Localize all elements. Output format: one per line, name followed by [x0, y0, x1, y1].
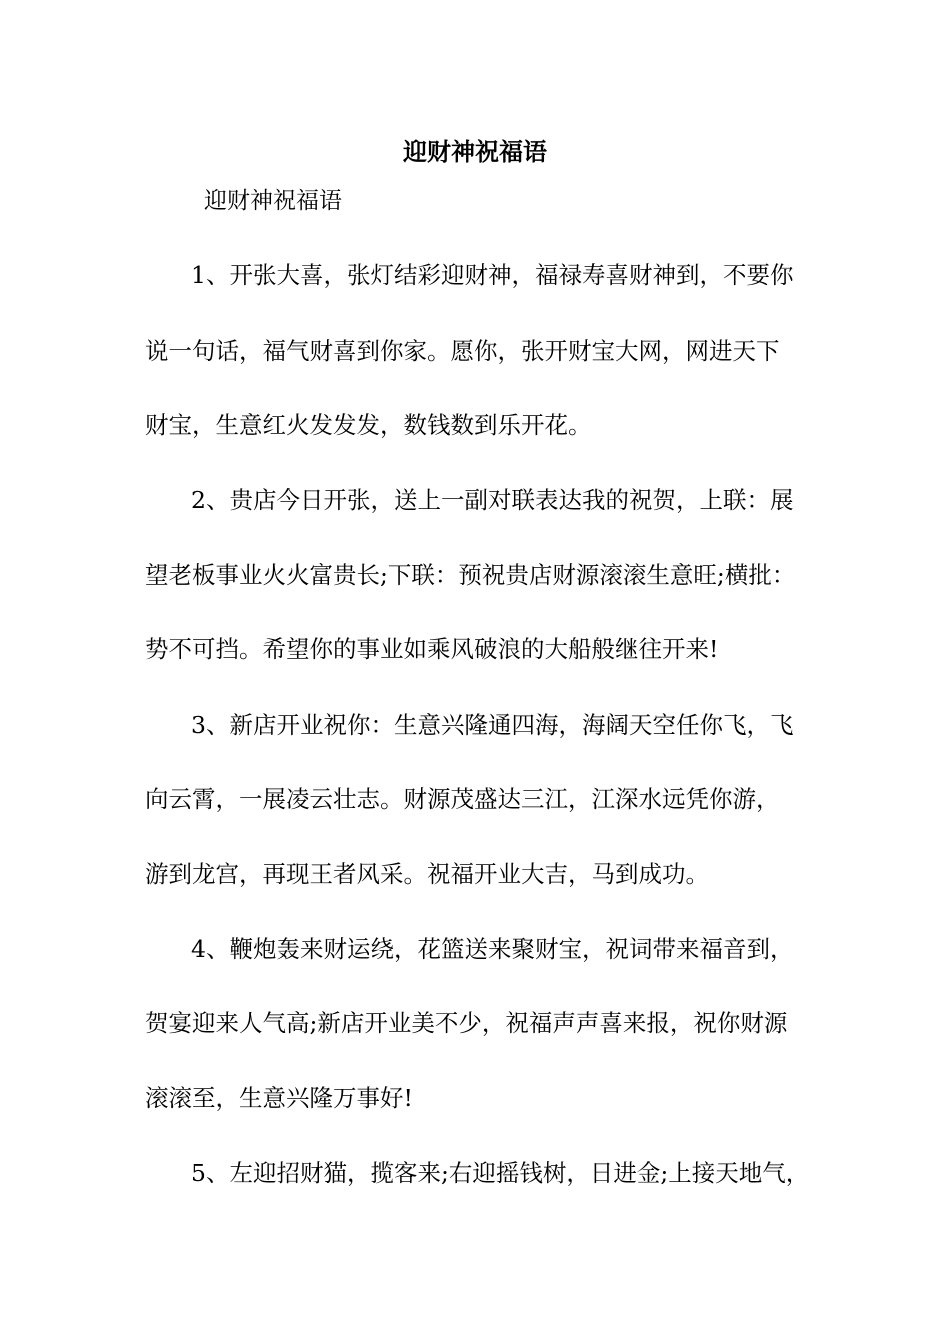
paragraph-line: 贺宴迎来人气高;新店开业美不少，祝福声声喜来报，祝你财源 [145, 1009, 788, 1037]
paragraph-line: 游到龙宫，再现王者风采。祝福开业大吉，马到成功。 [145, 860, 709, 888]
document-title: 迎财神祝福语 [403, 137, 547, 166]
paragraph-line: 财宝，生意红火发发发，数钱数到乐开花。 [145, 411, 592, 439]
paragraph-line: 2、贵店今日开张，送上一副对联表达我的祝贺，上联：展 [191, 486, 794, 514]
paragraph-line: 望老板事业火火富贵长;下联：预祝贵店财源滚滚生意旺;横批： [145, 561, 796, 589]
paragraph-line: 向云霄，一展凌云壮志。财源茂盛达三江，江深水远凭你游， [145, 785, 780, 813]
document-subtitle: 迎财神祝福语 [204, 188, 342, 214]
paragraph-line: 5、左迎招财猫，揽客来;右迎摇钱树，日进金;上接天地气， [191, 1159, 810, 1187]
paragraph-line: 势不可挡。希望你的事业如乘风破浪的大船般继往开来! [145, 635, 719, 663]
paragraph-line: 1、开张大喜，张灯结彩迎财神，福禄寿喜财神到，不要你 [191, 261, 794, 289]
paragraph-line: 滚滚至，生意兴隆万事好! [145, 1084, 413, 1112]
paragraph-line: 3、新店开业祝你：生意兴隆通四海，海阔天空任你飞，飞 [191, 711, 794, 739]
paragraph-line: 4、鞭炮轰来财运绕，花篮送来聚财宝，祝词带来福音到， [191, 935, 794, 963]
paragraph-line: 说一句话，福气财喜到你家。愿你，张开财宝大网，网进天下 [145, 337, 780, 365]
